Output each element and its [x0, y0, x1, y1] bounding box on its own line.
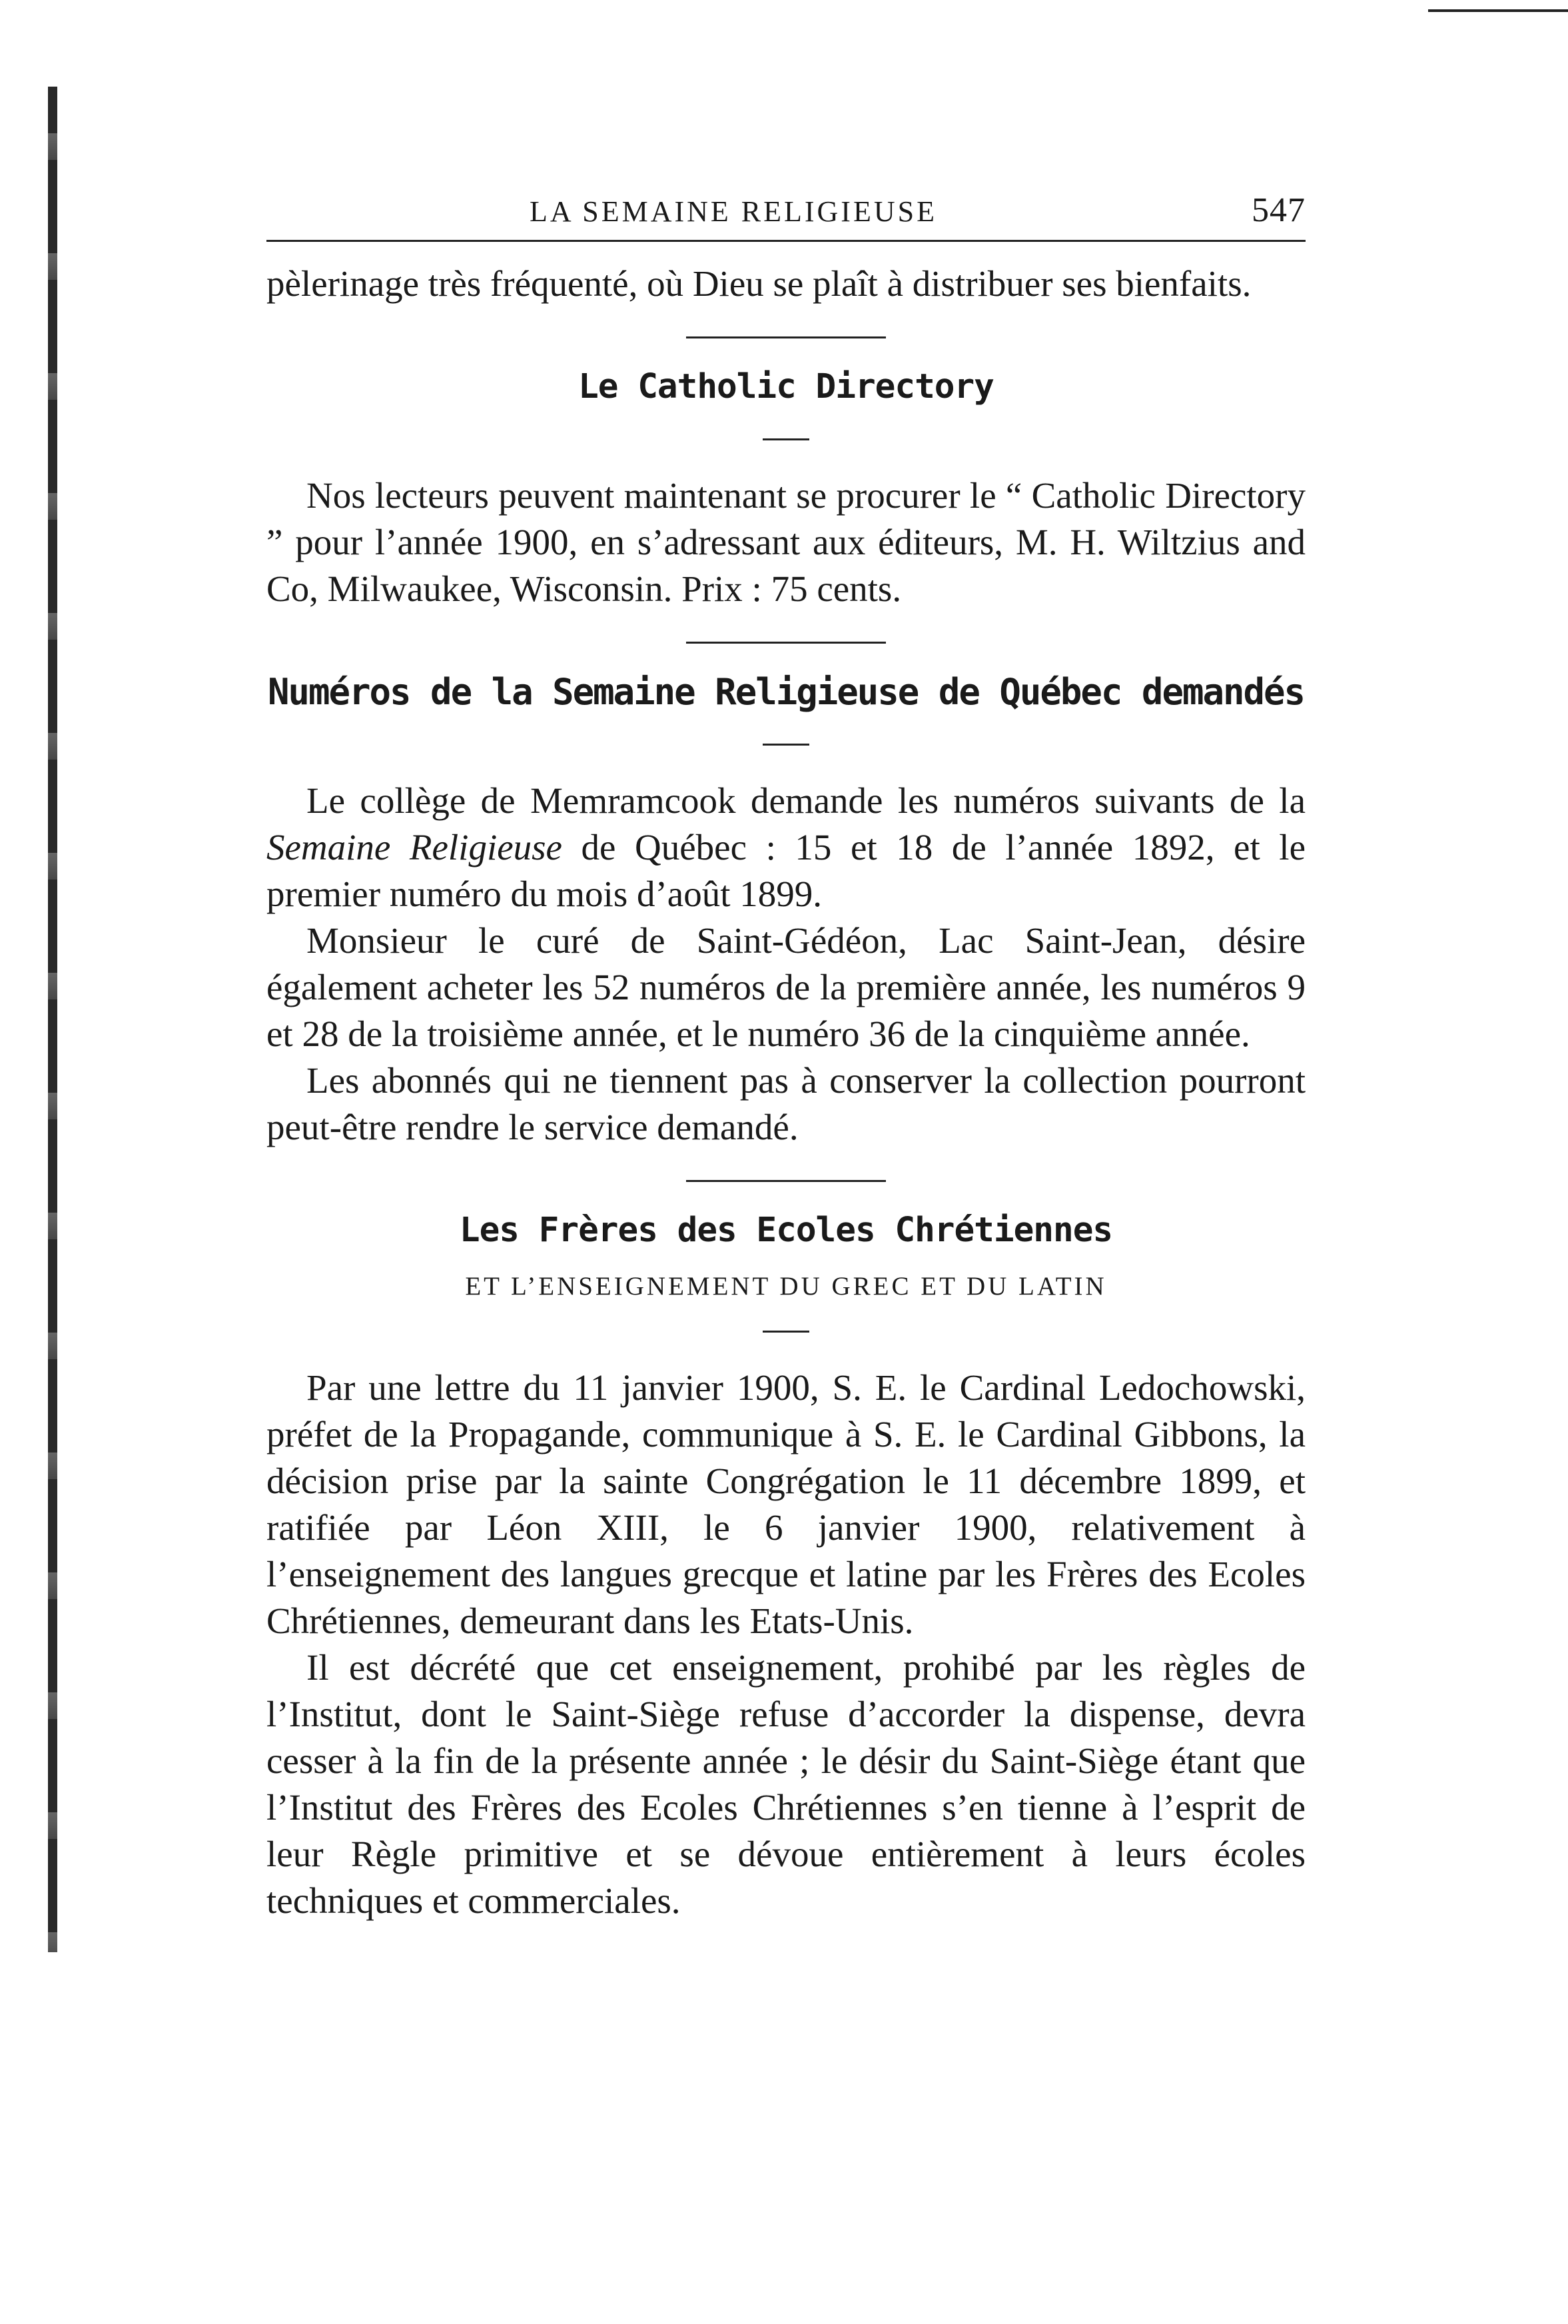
- section-heading-freres: Les Frères des Ecoles Chrétiennes: [459, 1211, 1113, 1250]
- running-head: [266, 187, 1306, 242]
- section-heading-catholic-directory: Le Catholic Directory: [578, 367, 994, 406]
- section-heading-numeros: Numéros de la Semaine Religieuse de Québec demandés: [267, 671, 1305, 713]
- scan-top-edge: [1428, 9, 1568, 12]
- scan-binding-edge: [48, 87, 57, 1952]
- section-divider: [686, 642, 886, 644]
- freres-paragraph-2: Il est décrété que cet enseignement, prohibé par les règles de l’Institut, dont le Saint-Siège refuse d’accorder la dispense, devra cesser à la fin de la présente année ; le désir du Saint-Siège étant que l’Institut des Frères des Ecoles Chrétiennes s’en tienne à l’esprit de leur Règle primitive et se dévoue entièrement à leurs écoles techniques et commerciales.: [266, 1647, 1306, 1921]
- page-number: 547: [1252, 191, 1306, 229]
- section-divider: [686, 336, 886, 338]
- catholic-directory-paragraph: Nos lecteurs peuvent maintenant se procurer le “ Catholic Directory ” pour l’année 1900, en s’adressant aux éditeurs, M. H. Wiltzius and Co, Milwaukee, Wisconsin. Prix : 75 cents.: [266, 475, 1306, 609]
- numeros-paragraph-2: Monsieur le curé de Saint-Gédéon, Lac Saint-Jean, désire également acheter les 52 numéros de la première année, les numéros 9 et 28 de la troisième année, et le numéro 36 de la cinquième année.: [266, 920, 1306, 1054]
- numeros-p1-text-before: Le collège de Memramcook demande les numéros suivants de la: [306, 780, 1306, 821]
- section-divider: [686, 1180, 886, 1182]
- page: [266, 187, 1306, 1924]
- numeros-paragraph-1: [266, 778, 1306, 917]
- running-title: LA SEMAINE RELIGIEUSE: [530, 195, 937, 228]
- section-subheading-freres: ET L’ENSEIGNEMENT DU GREC ET DU LATIN: [465, 1272, 1107, 1301]
- heading-dash: [763, 438, 809, 440]
- numeros-p1-italic-title: Semaine Religieuse: [266, 827, 562, 868]
- continuation-paragraph: pèlerinage très fréquenté, où Dieu se plaît à distribuer ses bienfaits.: [266, 263, 1252, 304]
- heading-dash: [763, 1331, 809, 1333]
- freres-paragraph-1: Par une lettre du 11 janvier 1900, S. E. le Cardinal Ledochowski, préfet de la Propagande, communique à S. E. le Cardinal Gibbons, la décision prise par la sainte Congrégation le 11 décembre 1899, et ratifiée par Léon XIII, le 6 janvier 1900, relativement à l’enseignement des langues grecque et latine par les Frères des Ecoles Chrétiennes, demeurant dans les Etats-Unis.: [266, 1367, 1306, 1641]
- heading-dash: [763, 744, 809, 746]
- numeros-p1-text-after: de Québec : 15 et 18 de l’année 1892, et le premier numéro du mois d’août 1899.: [266, 827, 1306, 914]
- numeros-paragraph-3: Les abonnés qui ne tiennent pas à conserver la collection pourront peut-être rendre le service demandé.: [266, 1060, 1306, 1147]
